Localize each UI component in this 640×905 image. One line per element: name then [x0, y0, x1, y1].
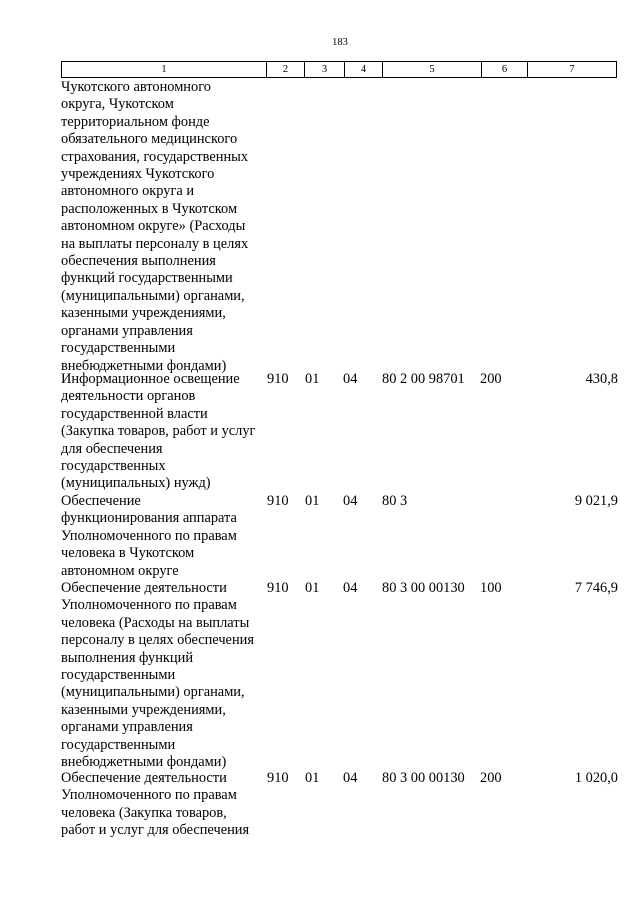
description-line: автономном округе	[61, 562, 179, 579]
amount: 7 746,9	[574, 580, 618, 596]
code-section: 01	[305, 371, 320, 387]
description-line: округа, Чукотском	[61, 96, 174, 113]
row-description	[61, 493, 266, 580]
header-col-6: 6	[482, 62, 528, 77]
description-line: казенными учреждениями,	[61, 305, 226, 322]
code-grbs: 910	[267, 770, 289, 786]
code-grbs: 910	[267, 580, 289, 596]
description-line: страхования, государственных	[61, 148, 249, 165]
description-line: на выплаты персоналу в целях	[61, 235, 249, 252]
description-line: обеспечения выполнения	[61, 253, 216, 270]
description-line: органами управления	[61, 322, 193, 339]
description-line: учреждениях Чукотского	[61, 166, 215, 183]
description-line: внебюджетными фондами)	[61, 357, 227, 374]
description-line: государственных	[61, 458, 166, 475]
description-line: (муниципальными) органами,	[61, 287, 245, 304]
description-line: государственной власти	[61, 405, 208, 422]
description-line: Обеспечение деятельности	[61, 580, 227, 596]
code-subsection: 04	[343, 580, 358, 596]
description-line: персоналу в целях обеспечения	[61, 632, 254, 649]
code-subsection: 04	[343, 493, 358, 509]
description-line: государственными	[61, 736, 176, 753]
row-description	[61, 79, 266, 375]
description-line: автономном округе» (Расходы	[61, 218, 246, 235]
description-line: автономного округа и	[61, 183, 195, 200]
header-col-3: 3	[305, 62, 345, 77]
code-subsection: 04	[343, 770, 358, 786]
description-line: функций государственными	[61, 270, 233, 287]
code-subsection: 04	[343, 371, 358, 387]
table-header-row	[61, 61, 617, 78]
description-line: Информационное освещение	[61, 371, 240, 387]
description-line: казенными учреждениями,	[61, 701, 226, 718]
code-expense-type: 100	[480, 580, 502, 596]
header-col-1: 1	[62, 62, 267, 77]
code-section: 01	[305, 493, 320, 509]
description-line: человека в Чукотском	[61, 545, 195, 562]
description-line: Обеспечение	[61, 493, 141, 509]
row-description	[61, 770, 266, 840]
description-line: Уполномоченного по правам	[61, 527, 237, 544]
description-line: территориальном фонде	[61, 113, 210, 130]
description-line: Обеспечение деятельности	[61, 770, 227, 786]
header-col-7: 7	[569, 64, 575, 75]
description-line: внебюджетными фондами)	[61, 754, 227, 771]
description-line: (Закупка товаров, работ и услуг	[61, 423, 256, 440]
row-description	[61, 580, 266, 771]
description-line: (муниципальных) нужд)	[61, 475, 211, 492]
code-expense-type: 200	[480, 371, 502, 387]
row-description	[61, 371, 266, 493]
header-col-5: 5	[383, 62, 482, 77]
code-target-item: 80 3 00 00130	[382, 580, 465, 596]
description-line: для обеспечения	[61, 440, 163, 457]
description-line: Уполномоченного по правам	[61, 597, 237, 614]
description-line: Уполномоченного по правам	[61, 787, 237, 804]
code-grbs: 910	[267, 371, 289, 387]
description-line: Чукотского автономного	[61, 79, 211, 95]
description-line: обязательного медицинского	[61, 131, 238, 148]
description-line: функционирования аппарата	[61, 510, 237, 527]
description-line: человека (Расходы на выплаты	[61, 614, 250, 631]
page-number: 183	[332, 37, 348, 48]
description-line: органами управления	[61, 719, 193, 736]
header-col-4: 4	[345, 62, 383, 77]
description-line: государственными	[61, 667, 176, 684]
amount: 9 021,9	[574, 493, 618, 509]
code-target-item: 80 3	[382, 493, 408, 509]
code-expense-type: 200	[480, 770, 502, 786]
description-line: выполнения функций	[61, 649, 194, 666]
amount: 1 020,0	[574, 770, 618, 786]
code-target-item: 80 2 00 98701	[382, 371, 465, 387]
code-section: 01	[305, 580, 320, 596]
header-col-2: 2	[267, 62, 305, 77]
amount: 430,8	[585, 371, 618, 387]
description-line: деятельности органов	[61, 388, 196, 405]
code-target-item: 80 3 00 00130	[382, 770, 465, 786]
code-grbs: 910	[267, 493, 289, 509]
description-line: государственными	[61, 340, 176, 357]
description-line: расположенных в Чукотском	[61, 200, 238, 217]
description-line: работ и услуг для обеспечения	[61, 822, 250, 839]
code-section: 01	[305, 770, 320, 786]
description-line: человека (Закупка товаров,	[61, 804, 227, 821]
description-line: (муниципальными) органами,	[61, 684, 245, 701]
